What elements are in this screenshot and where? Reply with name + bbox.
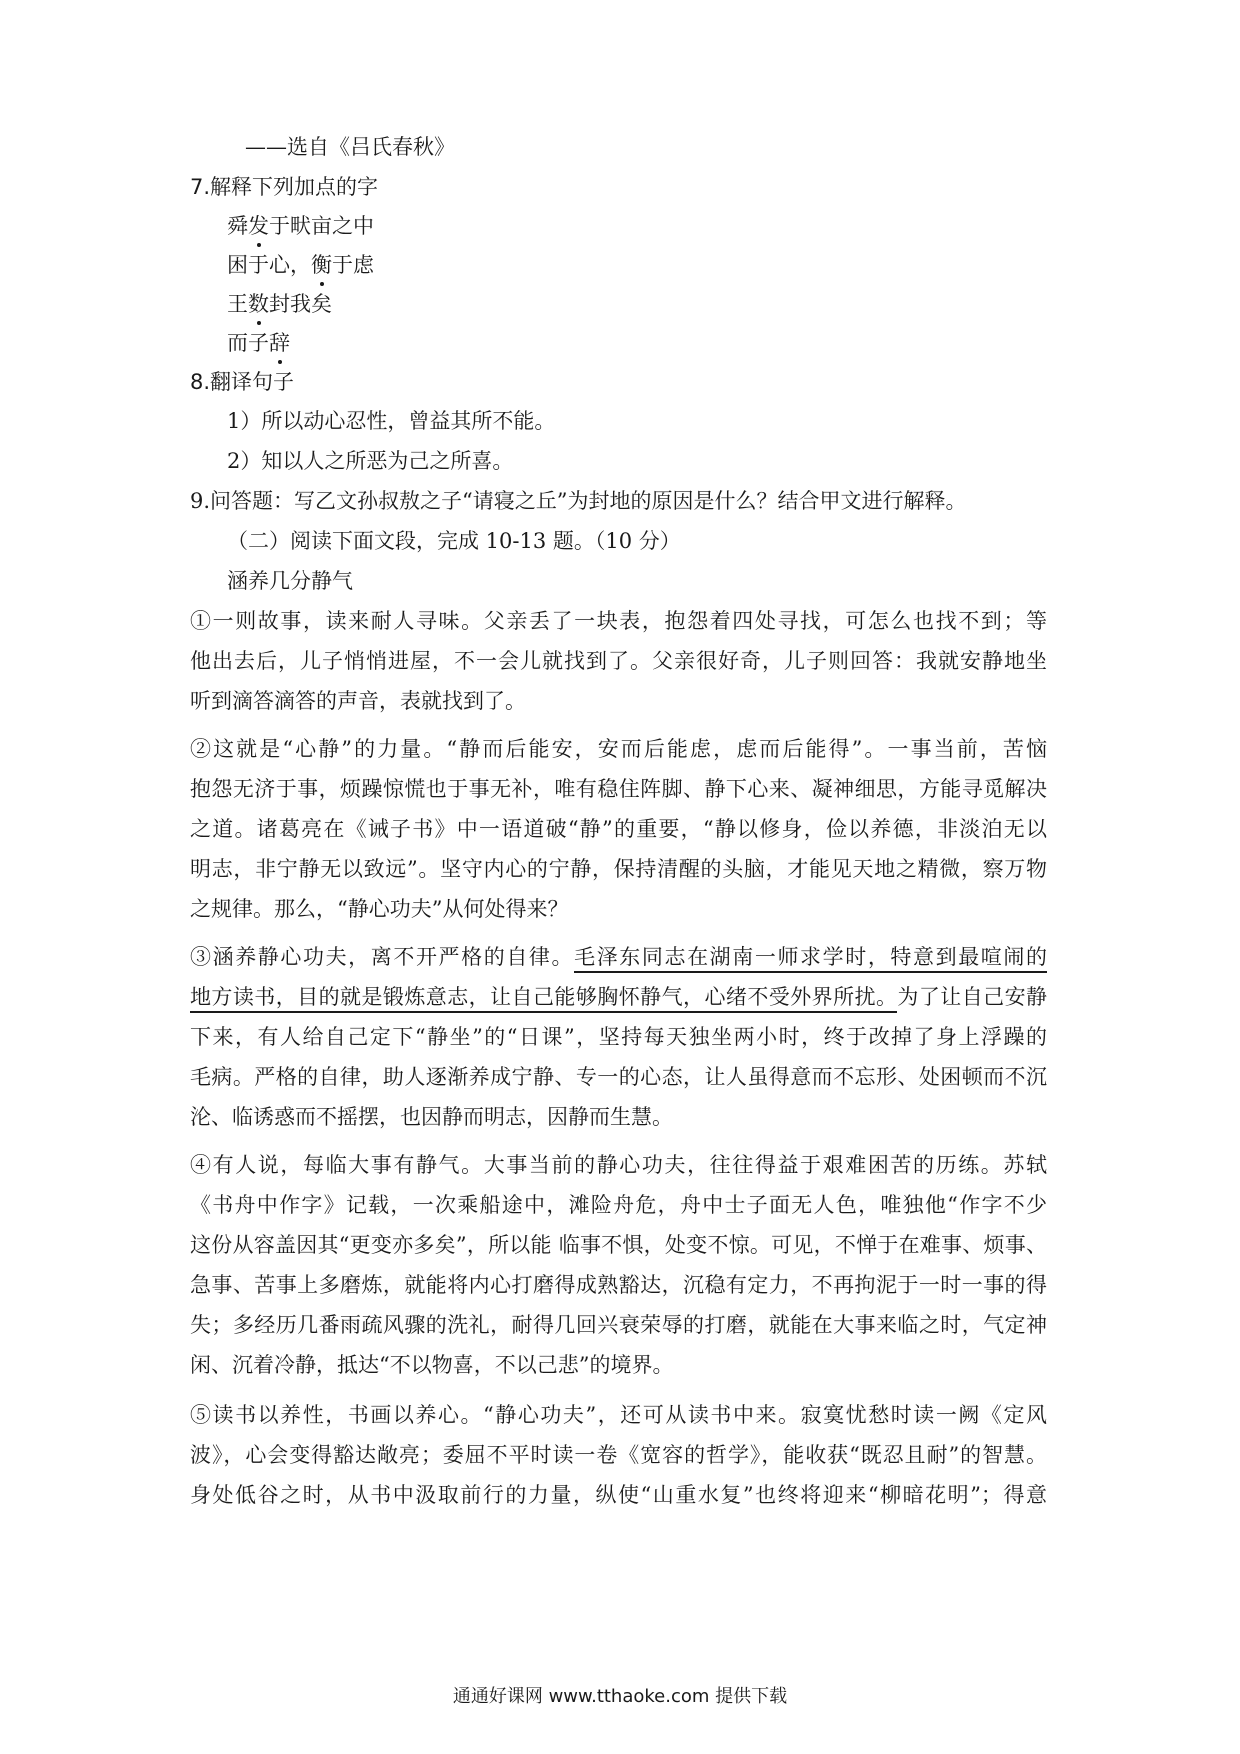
q7-item-3 — [227, 289, 332, 319]
section-2-instruction: （二）阅读下面文段，完成 10-13 题。（10 分） — [227, 529, 681, 553]
q7-item-text: 舜 — [227, 214, 248, 238]
paragraph-2-line: 明志，非宁静无以致远”。坚守内心的宁静，保持清醒的头脑，才能见天地之精微，察万物 — [190, 857, 1047, 881]
question-9: 9.问答题：写乙文孙叔敖之子“请寝之丘”为封地的原因是什么？结合甲文进行解释。 — [190, 489, 967, 513]
q7-item-text: 于虑 — [332, 253, 374, 277]
q7-item-text: 而子 — [227, 331, 269, 355]
source-line: ——选自《吕氏春秋》 — [245, 135, 455, 159]
paragraph-4-line: 闲、沉着冷静，抵达“不以物喜，不以己悲”的境界。 — [190, 1353, 674, 1377]
paragraph-2-line: 抱怨无济于事，烦躁惊慌也于事无补，唯有稳住阵脚、静下心来、凝神细思，方能寻觅解决 — [190, 777, 1047, 801]
paragraph-4-line: ④有人说，每临大事有静气。大事当前的静心功夫，往往得益于艰难困苦的历练。苏轼 — [190, 1153, 1047, 1177]
paragraph-3-text: ③涵养静心功夫，离不开严格的自律。 — [190, 945, 575, 969]
underlined-sentence: 地方读书，目的就是锻炼意志，让自己能够胸怀静气，心绪不受外界所扰。 — [190, 985, 897, 1013]
q7-item-2 — [227, 250, 374, 280]
dotted-character: 发 — [248, 211, 269, 241]
paragraph-3-line — [190, 942, 1047, 976]
paragraph-3-line — [190, 982, 1047, 1016]
page-footer: 通通好课网 www.tthaoke.com 提供下载 — [452, 1686, 788, 1707]
paragraph-2-line: 之道。诸葛亮在《诫子书》中一语道破“静”的重要，“静以修身，俭以养德，非淡泊无以 — [190, 817, 1047, 841]
dotted-character: 辞 — [269, 328, 290, 358]
question-8-heading: 8.翻译句子 — [190, 370, 295, 394]
q7-item-text: 王 — [227, 292, 248, 316]
underlined-sentence: 毛泽东同志在湖南一师求学时，特意到最喧闹的 — [574, 945, 1047, 973]
paragraph-1-line: 他出去后，儿子悄悄进屋，不一会儿就找到了。父亲很好奇，儿子则回答：我就安静地坐 — [190, 649, 1047, 673]
paragraph-4-line: 急事、苦事上多磨炼，就能将内心打磨得成熟豁达，沉稳有定力，不再拘泥于一时一事的得 — [190, 1273, 1047, 1297]
paragraph-4-line: 失；多经历几番雨疏风骤的洗礼，耐得几回兴衰荣辱的打磨，就能在大事来临之时，气定神 — [190, 1313, 1047, 1337]
q7-item-1 — [227, 211, 374, 241]
q7-item-text: 于畎亩之中 — [269, 214, 374, 238]
paragraph-1-line: ①一则故事，读来耐人寻味。父亲丢了一块表，抱怨着四处寻找，可怎么也找不到；等 — [190, 609, 1047, 633]
paragraph-1-line: 听到滴答滴答的声音，表就找到了。 — [190, 689, 526, 713]
paragraph-2-line: 之规律。那么，“静心功夫”从何处得来？ — [190, 897, 569, 921]
question-7-heading: 7.解释下列加点的字 — [190, 175, 379, 199]
paragraph-2-line: ②这就是“心静”的力量。“静而后能安，安而后能虑，虑而后能得”。一事当前，苦恼 — [190, 737, 1047, 761]
paragraph-3-text: 为了让自己安静 — [897, 985, 1047, 1009]
paragraph-5-line: 身处低谷之时，从书中汲取前行的力量，纵使“山重水复”也终将迎来“柳暗花明”；得意 — [190, 1483, 1047, 1507]
paragraph-3-line: 下来，有人给自己定下“静坐”的“日课”，坚持每天独坐两小时，终于改掉了身上浮躁的 — [190, 1025, 1047, 1049]
paragraph-4-line: 《书舟中作字》记载，一次乘船途中，滩险舟危，舟中士子面无人色，唯独他“作字不少 — [190, 1193, 1047, 1217]
paragraph-4-line: 这份从容盖因其“更变亦多矣”，所以能 临事不惧，处变不惊。可见，不惮于在难事、烦事、 — [190, 1233, 1047, 1257]
paragraph-5-line: 波》，心会变得豁达敞亮；委屈不平时读一卷《宽容的哲学》，能收获“既忍且耐”的智慧。 — [190, 1443, 1047, 1467]
article-title: 涵养几分静气 — [227, 569, 353, 593]
paragraph-3-line: 沦、临诱惑而不摇摆，也因静而明志，因静而生慧。 — [190, 1105, 673, 1129]
paragraph-5-line: ⑤读书以养性，书画以养心。“静心功夫”，还可从读书中来。寂寞忧愁时读一阙《定风 — [190, 1403, 1047, 1427]
q8-item-1: 1）所以动心忍性，曾益其所不能。 — [227, 409, 556, 433]
q8-item-2: 2）知以人之所恶为己之所喜。 — [227, 449, 514, 473]
dotted-character: 数 — [248, 289, 269, 319]
q7-item-text: 困于心， — [227, 253, 311, 277]
q7-item-text: 封我矣 — [269, 292, 332, 316]
paragraph-3-line: 毛病。严格的自律，助人逐渐养成宁静、专一的心态，让人虽得意而不忘形、处困顿而不沉 — [190, 1065, 1047, 1089]
q7-item-4 — [227, 328, 290, 358]
dotted-character: 衡 — [311, 250, 332, 280]
